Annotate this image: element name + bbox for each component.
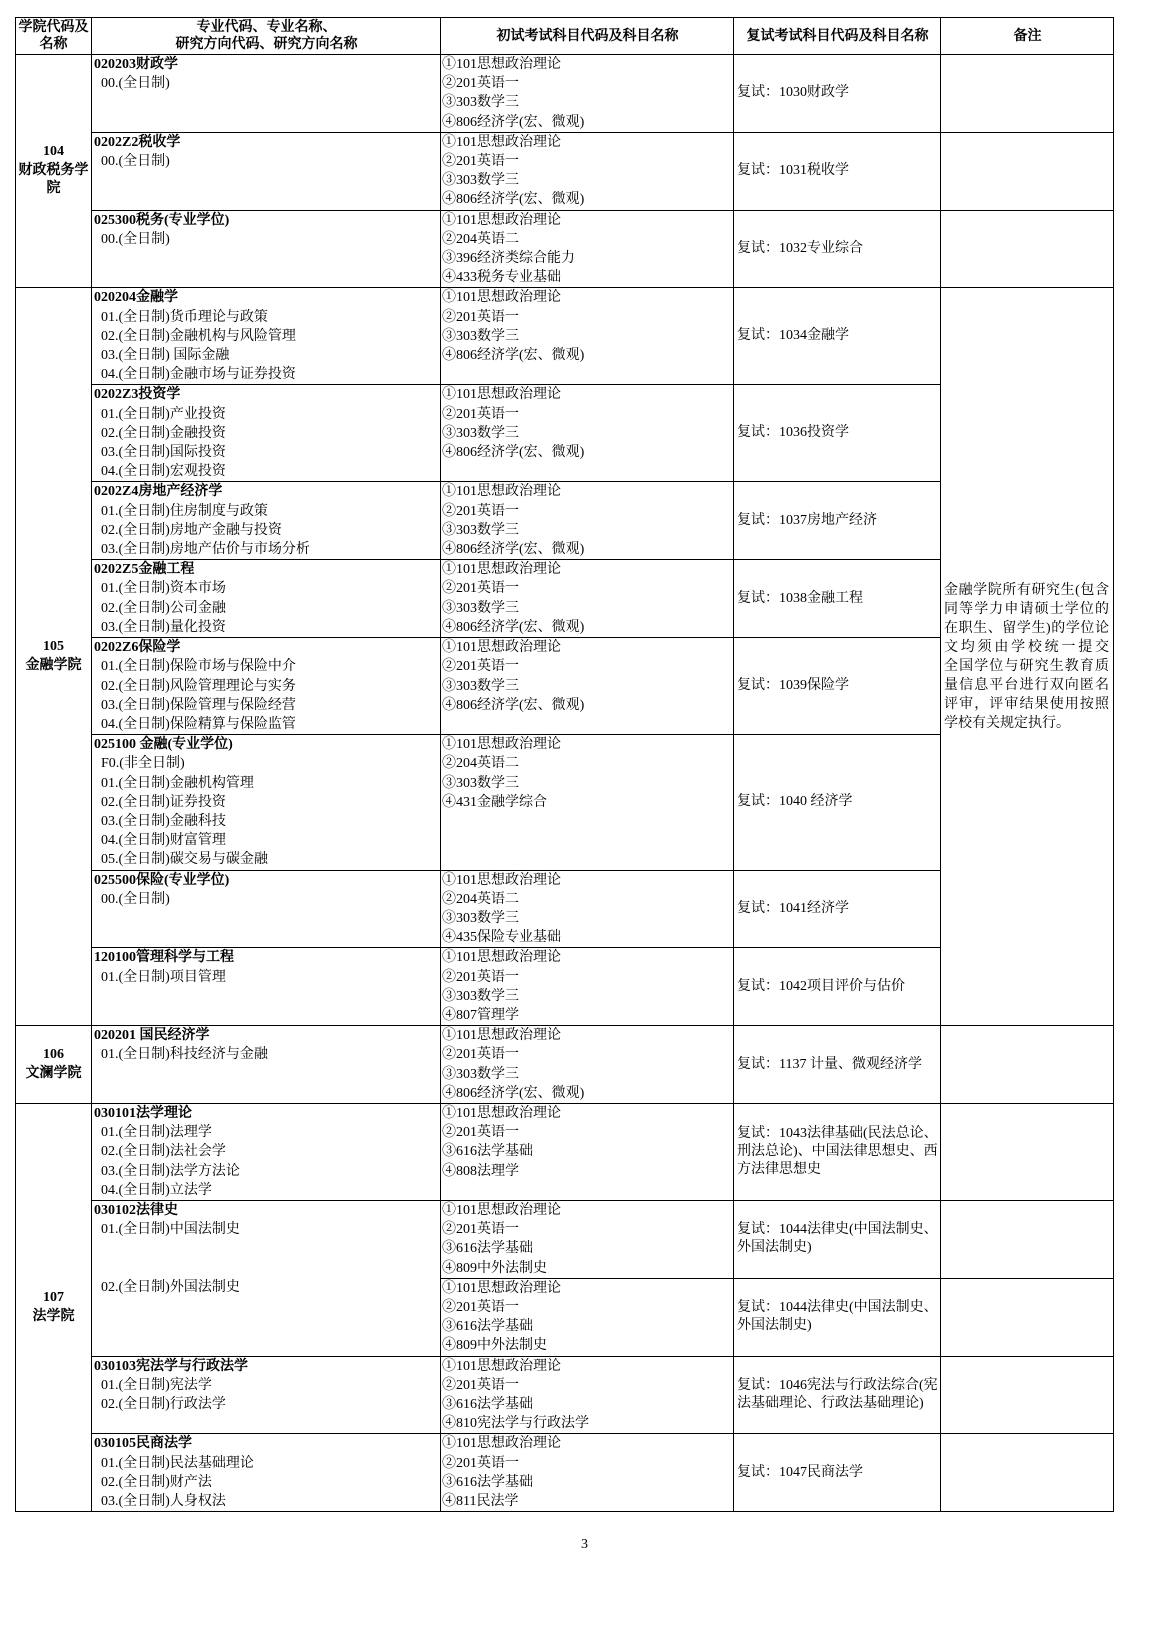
prelim-subject: ④806经济学(宏、微观)	[442, 114, 585, 130]
remark-line: 文均须由学校统一提交	[944, 639, 1109, 655]
major-title: 025500保险(专业学位)	[94, 872, 230, 888]
research-direction: 01.(全日制)住房制度与政策	[101, 503, 268, 519]
major-title: 025300税务(专业学位)	[94, 212, 230, 228]
college-name: 文澜学院	[25, 1065, 82, 1081]
retest-subject: 复试：1037房地产经济	[737, 512, 877, 528]
major-cell	[92, 735, 441, 870]
research-direction: 00.(全日制)	[101, 231, 170, 247]
prelim-subject: ①101思想政治理论	[442, 872, 561, 888]
prelim-exam-cell	[441, 1434, 734, 1512]
major-cell	[92, 1278, 441, 1356]
prelim-subject: ③303数学三	[442, 328, 519, 344]
admissions-subject-table	[15, 17, 1114, 1512]
prelim-subject: ④435保险专业基础	[442, 930, 561, 946]
research-direction: 02.(全日制)风险管理理论与实务	[101, 678, 296, 694]
research-direction: 01.(全日制)保险市场与保险中介	[101, 659, 296, 675]
prelim-subject: ④808法理学	[442, 1163, 519, 1179]
college-code: 105	[43, 639, 64, 655]
prelim-subject: ④806经济学(宏、微观)	[442, 1085, 585, 1101]
research-direction: 00.(全日制)	[101, 891, 170, 907]
retest-exam-cell	[734, 1278, 941, 1356]
retest-subject: 复试：1036投资学	[737, 425, 849, 441]
prelim-subject: ①101思想政治理论	[442, 1105, 561, 1121]
retest-exam-cell	[734, 210, 941, 288]
retest-subject: 复试：1044法律史(中国法制史、	[737, 1222, 938, 1238]
remark-line: 学校有关规定执行。	[944, 715, 1070, 731]
major-cell	[92, 1356, 441, 1434]
college-code: 106	[43, 1047, 64, 1063]
prelim-subject: ④806经济学(宏、微观)	[442, 697, 585, 713]
header-prelim: 初试考试科目代码及科目名称	[441, 18, 734, 55]
prelim-exam-cell	[441, 1103, 734, 1200]
prelim-exam-cell	[441, 735, 734, 870]
prelim-subject: ③303数学三	[442, 600, 519, 616]
prelim-subject: ②201英语一	[442, 309, 519, 325]
retest-subject: 复试：1041经济学	[737, 900, 849, 916]
prelim-subject: ④806经济学(宏、微观)	[442, 619, 585, 635]
prelim-subject: ①101思想政治理论	[442, 134, 561, 150]
research-direction: 01.(全日制)民法基础理论	[101, 1455, 254, 1471]
research-direction: 04.(全日制)立法学	[101, 1182, 212, 1198]
major-cell	[92, 638, 441, 735]
research-direction: 02.(全日制)公司金融	[101, 600, 226, 616]
prelim-subject: ④809中外法制史	[442, 1260, 547, 1276]
prelim-subject: ③303数学三	[442, 775, 519, 791]
research-direction: 04.(全日制)宏观投资	[101, 464, 226, 480]
retest-subject: 复试：1039保险学	[737, 678, 849, 694]
research-direction: 03.(全日制)国际投资	[101, 445, 226, 461]
prelim-subject: ③303数学三	[442, 95, 519, 111]
major-title: 030103宪法学与行政法学	[94, 1358, 248, 1374]
major-cell	[92, 210, 441, 288]
prelim-subject: ③396经济类综合能力	[442, 251, 575, 267]
prelim-subject: ①101思想政治理论	[442, 1028, 561, 1044]
prelim-subject: ④807管理学	[442, 1007, 519, 1023]
major-title: 020201 国民经济学	[94, 1028, 210, 1044]
major-title: 0202Z3投资学	[94, 387, 181, 403]
prelim-subject: ④806经济学(宏、微观)	[442, 192, 585, 208]
prelim-subject: ②201英语一	[442, 76, 519, 92]
major-title: 0202Z6保险学	[94, 640, 181, 656]
prelim-subject: ④806经济学(宏、微观)	[442, 445, 585, 461]
table-row	[16, 1356, 1114, 1434]
prelim-subject: ①101思想政治理论	[442, 1202, 561, 1218]
research-direction: 01.(全日制)产业投资	[101, 406, 226, 422]
research-direction: 01.(全日制)法理学	[101, 1125, 212, 1141]
prelim-subject: ②201英语一	[442, 1300, 519, 1315]
research-direction: 03.(全日制)量化投资	[101, 619, 226, 635]
prelim-subject: ③303数学三	[442, 678, 519, 694]
major-title: 0202Z5金融工程	[94, 562, 195, 578]
prelim-subject: ①101思想政治理论	[442, 1436, 561, 1452]
research-direction: 01.(全日制)中国法制史	[101, 1222, 240, 1238]
prelim-subject: ③303数学三	[442, 425, 519, 441]
prelim-subject: ④810宪法学与行政法学	[442, 1416, 589, 1432]
research-direction: 04.(全日制)保险精算与保险监管	[101, 716, 296, 732]
header-retest: 复试考试科目代码及科目名称	[734, 18, 941, 55]
page-number: 3	[581, 1537, 588, 1552]
remark-line: 全国学位与研究生教育质	[944, 658, 1109, 674]
research-direction: 04.(全日制)金融市场与证券投资	[101, 367, 296, 383]
research-direction: 03.(全日制)人身权法	[101, 1494, 226, 1510]
retest-exam-cell	[734, 1356, 941, 1434]
table-row	[16, 1026, 1114, 1104]
retest-subject: 复试：1032专业综合	[737, 241, 863, 257]
header-major-line2: 研究方向代码、研究方向名称	[175, 37, 358, 52]
table-row	[16, 288, 1114, 385]
prelim-exam-cell	[441, 1278, 734, 1356]
header-row	[16, 18, 1114, 55]
retest-subject: 方法律思想史	[737, 1161, 821, 1177]
major-title: 0202Z4房地产经济学	[94, 484, 223, 500]
retest-subject: 法基础理论、行政法基础理论)	[737, 1396, 924, 1412]
prelim-subject: ③616法学基础	[442, 1241, 533, 1257]
table-body	[16, 55, 1114, 1512]
prelim-subject: ③303数学三	[442, 1066, 519, 1082]
major-title: 120100管理科学与工程	[94, 950, 234, 966]
research-direction: 03.(全日制)保险管理与保险经营	[101, 697, 296, 713]
retest-exam-cell	[734, 870, 941, 948]
major-cell	[92, 948, 441, 1026]
prelim-subject: ③616法学基础	[442, 1319, 533, 1335]
retest-subject: 复试：1046宪法与行政法综合(宪	[737, 1378, 938, 1394]
research-direction: 03.(全日制)房地产估价与市场分析	[101, 542, 310, 558]
retest-subject: 复试：1044法律史(中国法制史、	[737, 1300, 938, 1316]
prelim-subject: ③616法学基础	[442, 1144, 533, 1160]
remark-line: 金融学院所有研究生(包含	[944, 582, 1109, 598]
research-direction: 01.(全日制)项目管理	[101, 969, 226, 985]
table-row	[16, 55, 1114, 133]
table-row	[16, 1278, 1114, 1356]
prelim-subject: ④431金融学综合	[442, 794, 547, 810]
prelim-exam-cell	[441, 132, 734, 210]
remark-cell	[941, 1434, 1114, 1512]
retest-exam-cell	[734, 55, 941, 133]
college-name: 金融学院	[25, 657, 82, 673]
remark-line: 量信息平台进行双向匿名	[944, 677, 1109, 693]
major-cell	[92, 1434, 441, 1512]
college-cell	[16, 288, 92, 1026]
major-cell	[92, 288, 441, 385]
remark-cell	[941, 288, 1114, 1026]
prelim-subject: ③303数学三	[442, 522, 519, 538]
header-college: 学院代码及名称	[16, 18, 92, 55]
college-name: 财政税务学院	[18, 162, 89, 197]
research-direction: 01.(全日制)宪法学	[101, 1377, 212, 1393]
prelim-exam-cell	[441, 482, 734, 560]
prelim-exam-cell	[441, 55, 734, 133]
table-row	[16, 1103, 1114, 1200]
prelim-subject: ④806经济学(宏、微观)	[442, 348, 585, 364]
prelim-exam-cell	[441, 1356, 734, 1434]
major-cell	[92, 870, 441, 948]
prelim-subject: ②201英语一	[442, 1222, 519, 1238]
major-title: 030105民商法学	[94, 1436, 192, 1452]
major-title: 020203财政学	[94, 57, 178, 72]
research-direction: 00.(全日制)	[101, 76, 170, 92]
prelim-exam-cell	[441, 870, 734, 948]
prelim-subject: ①101思想政治理论	[442, 562, 561, 578]
retest-exam-cell	[734, 385, 941, 482]
prelim-subject: ③303数学三	[442, 173, 519, 189]
retest-exam-cell	[734, 638, 941, 735]
prelim-subject: ②201英语一	[442, 154, 519, 170]
retest-exam-cell	[734, 560, 941, 638]
prelim-subject: ④806经济学(宏、微观)	[442, 542, 585, 558]
prelim-subject: ②201英语一	[442, 1377, 519, 1393]
prelim-subject: ②204英语二	[442, 891, 519, 907]
research-direction: 02.(全日制)证券投资	[101, 794, 226, 810]
college-cell	[16, 1103, 92, 1511]
research-direction: 02.(全日制)金融投资	[101, 425, 226, 441]
college-code: 107	[43, 1290, 64, 1306]
prelim-exam-cell	[441, 288, 734, 385]
remark-cell	[941, 1103, 1114, 1200]
remark-line: 在职生、留学生)的学位论	[944, 620, 1109, 636]
research-direction: 03.(全日制)法学方法论	[101, 1163, 240, 1179]
college-code: 104	[43, 144, 64, 160]
prelim-subject: ②201英语一	[442, 1047, 519, 1063]
prelim-subject: ④811民法学	[442, 1494, 519, 1510]
prelim-subject: ②204英语二	[442, 756, 519, 772]
remark-line: 同等学力申请硕士学位的	[944, 601, 1109, 617]
retest-exam-cell	[734, 735, 941, 870]
remark-cell	[941, 132, 1114, 210]
prelim-subject: ②201英语一	[442, 581, 519, 597]
retest-subject: 复试：1137 计量、微观经济学	[737, 1056, 922, 1072]
prelim-subject: ①101思想政治理论	[442, 484, 561, 500]
header-major-line1: 专业代码、专业名称、	[196, 20, 337, 35]
retest-exam-cell	[734, 482, 941, 560]
prelim-subject: ④433税务专业基础	[442, 270, 561, 286]
prelim-subject: ①101思想政治理论	[442, 212, 561, 228]
prelim-subject: ③616法学基础	[442, 1474, 533, 1490]
research-direction: 02.(全日制)外国法制史	[101, 1280, 240, 1296]
prelim-subject: ③303数学三	[442, 988, 519, 1004]
major-title: 030101法学理论	[94, 1105, 192, 1121]
research-direction: 00.(全日制)	[101, 154, 170, 170]
prelim-subject: ②201英语一	[442, 503, 519, 519]
major-cell	[92, 1103, 441, 1200]
major-cell	[92, 1200, 441, 1278]
research-direction: 01.(全日制)金融机构管理	[101, 775, 254, 791]
remark-cell	[941, 1026, 1114, 1104]
prelim-exam-cell	[441, 210, 734, 288]
retest-subject: 复试：1031税收学	[737, 163, 849, 179]
prelim-exam-cell	[441, 638, 734, 735]
major-cell	[92, 385, 441, 482]
research-direction: 02.(全日制)金融机构与风险管理	[101, 328, 296, 344]
retest-subject: 复试：1030财政学	[737, 85, 849, 101]
prelim-exam-cell	[441, 385, 734, 482]
prelim-exam-cell	[441, 1200, 734, 1278]
remark-cell	[941, 1356, 1114, 1434]
remark-cell	[941, 210, 1114, 288]
college-cell	[16, 55, 92, 288]
prelim-exam-cell	[441, 560, 734, 638]
research-direction: 05.(全日制)碳交易与碳金融	[101, 852, 268, 868]
retest-subject: 外国法制史)	[737, 1318, 812, 1334]
retest-subject: 复试：1038金融工程	[737, 590, 863, 606]
major-cell	[92, 560, 441, 638]
retest-exam-cell	[734, 132, 941, 210]
table-row	[16, 1434, 1114, 1512]
major-title: 025100 金融(专业学位)	[94, 737, 233, 753]
prelim-subject: ①101思想政治理论	[442, 950, 561, 966]
college-cell	[16, 1026, 92, 1104]
retest-exam-cell	[734, 1200, 941, 1278]
prelim-subject: ②201英语一	[442, 659, 519, 675]
retest-subject: 复试：1042项目评价与估价	[737, 978, 905, 994]
research-direction: 03.(全日制)金融科技	[101, 813, 226, 829]
college-name: 法学院	[32, 1308, 75, 1324]
prelim-subject: ①101思想政治理论	[442, 737, 561, 753]
prelim-subject: ①101思想政治理论	[442, 57, 561, 72]
prelim-subject: ③616法学基础	[442, 1397, 533, 1413]
major-cell	[92, 482, 441, 560]
research-direction: F0.(非全日制)	[101, 756, 185, 772]
header-major	[92, 18, 441, 55]
table-row	[16, 210, 1114, 288]
prelim-subject: ③303数学三	[442, 910, 519, 926]
retest-exam-cell	[734, 948, 941, 1026]
research-direction: 02.(全日制)行政法学	[101, 1397, 226, 1413]
retest-subject: 复试：1040 经济学	[737, 794, 853, 810]
table-row	[16, 1200, 1114, 1278]
retest-subject: 刑法总论)、中国法律思想史、西	[737, 1143, 938, 1159]
major-cell	[92, 55, 441, 133]
prelim-subject: ②201英语一	[442, 1455, 519, 1471]
table-header	[16, 18, 1114, 55]
remark-cell	[941, 1278, 1114, 1356]
prelim-exam-cell	[441, 948, 734, 1026]
retest-exam-cell	[734, 1026, 941, 1104]
remark-line: 评审，评审结果使用按照	[944, 696, 1109, 712]
prelim-subject: ①101思想政治理论	[442, 387, 561, 403]
prelim-subject: ①101思想政治理论	[442, 640, 561, 656]
major-title: 030102法律史	[94, 1202, 178, 1218]
research-direction: 02.(全日制)房地产金融与投资	[101, 522, 282, 538]
prelim-subject: ②204英语二	[442, 231, 519, 247]
research-direction: 04.(全日制)财富管理	[101, 833, 226, 849]
remark-cell	[941, 1200, 1114, 1278]
research-direction: 01.(全日制)资本市场	[101, 581, 226, 597]
prelim-subject: ①101思想政治理论	[442, 1280, 561, 1296]
header-remark: 备注	[941, 18, 1114, 55]
retest-exam-cell	[734, 1103, 941, 1200]
retest-subject: 复试：1034金融学	[737, 328, 849, 344]
major-cell	[92, 132, 441, 210]
prelim-subject: ②201英语一	[442, 406, 519, 422]
prelim-subject: ②201英语一	[442, 1125, 519, 1141]
retest-exam-cell	[734, 288, 941, 385]
retest-subject: 复试：1047民商法学	[737, 1464, 863, 1480]
major-title: 020204金融学	[94, 290, 178, 306]
prelim-subject: ②201英语一	[442, 969, 519, 985]
prelim-subject: ①101思想政治理论	[442, 290, 561, 306]
major-title: 0202Z2税收学	[94, 134, 181, 150]
research-direction: 01.(全日制)货币理论与政策	[101, 309, 268, 325]
table-row	[16, 132, 1114, 210]
prelim-subject: ④809中外法制史	[442, 1338, 547, 1354]
prelim-exam-cell	[441, 1026, 734, 1104]
retest-subject: 外国法制史)	[737, 1240, 812, 1256]
research-direction: 03.(全日制) 国际金融	[101, 348, 230, 364]
research-direction: 02.(全日制)财产法	[101, 1474, 212, 1490]
major-cell	[92, 1026, 441, 1104]
research-direction: 01.(全日制)科技经济与金融	[101, 1047, 268, 1063]
research-direction: 02.(全日制)法社会学	[101, 1144, 226, 1160]
retest-subject: 复试：1043法律基础(民法总论、	[737, 1125, 938, 1141]
remark-cell	[941, 55, 1114, 133]
prelim-subject: ①101思想政治理论	[442, 1358, 561, 1374]
retest-exam-cell	[734, 1434, 941, 1512]
